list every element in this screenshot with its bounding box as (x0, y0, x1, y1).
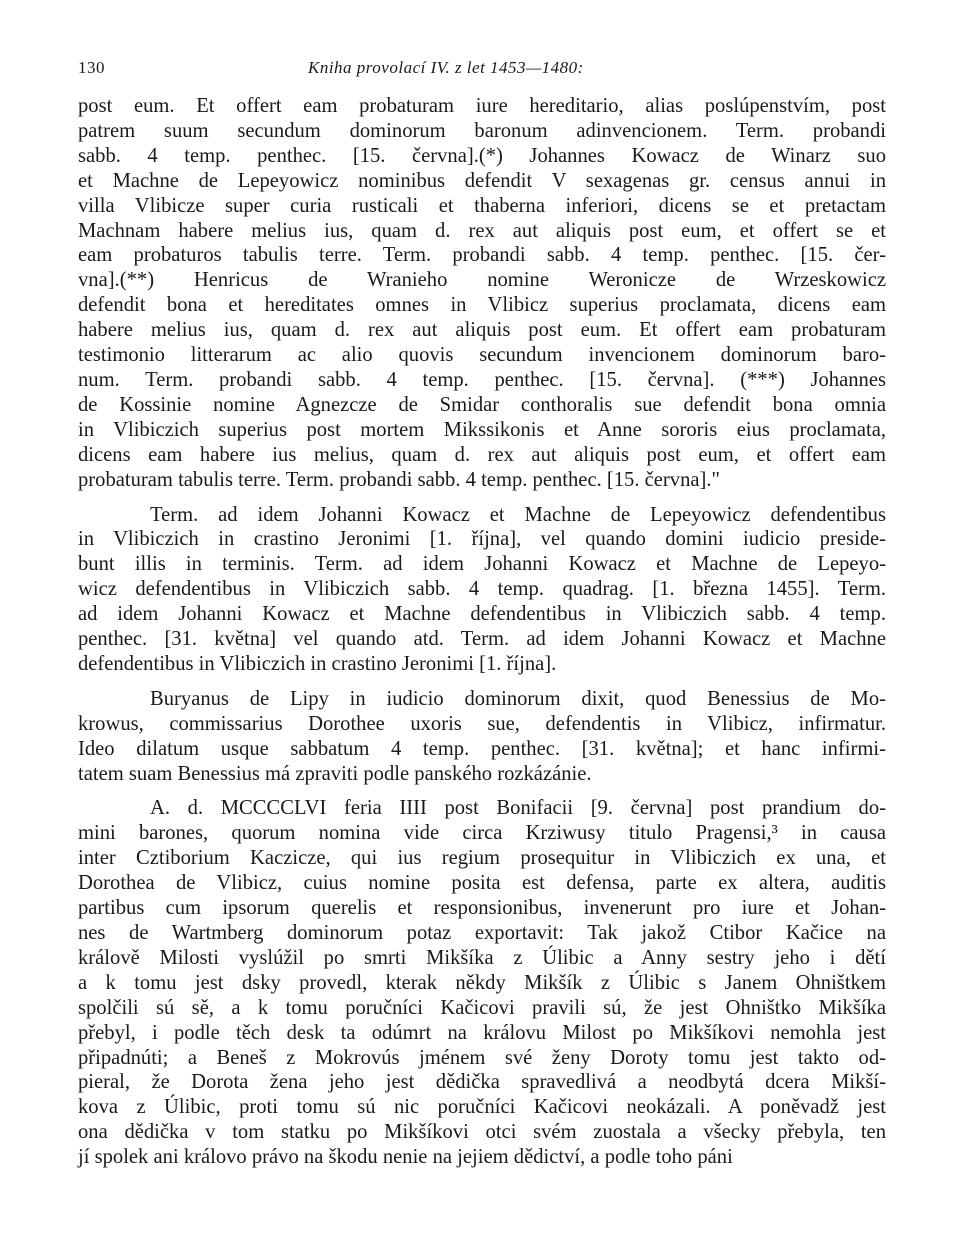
text-line: jí spolek ani královo právo na škodu nenie na jejiem dědictví, a podle toho páni (78, 1146, 733, 1169)
text-line: defendentibus in Vlibiczich in crastino Jeronimi [1. října]. (78, 652, 557, 675)
text-line: post eum. Et offert eam probaturam iure hereditario, alias poslúpenstvím, post (78, 95, 886, 117)
text-line: kova z Úlibic, proti tomu sú nic poručníci Kačicovi neokázali. A poněvadž jest (78, 1096, 886, 1119)
text-line: Ideo dilatum usque sabbatum 4 temp. penthec. [31. května]; et hanc infirmi- (78, 737, 886, 760)
text-line: wicz defendentibus in Vlibiczich sabb. 4 temp. quadrag. [1. března 1455]. Term. (78, 578, 886, 601)
text-line: Dorothea de Vlibicz, cuius nomine posita est defensa, parte ex altera, auditis (78, 872, 886, 895)
text-line: Term. ad idem Johanni Kowacz et Machne de Lepeyowicz defendentibus (150, 503, 886, 526)
text-line: A. d. MCCCCLVI feria IIII post Bonifacii [9. června] post prandium do- (150, 797, 886, 820)
text-line: krowus, commissarius Dorothee uxoris sue, defendentis in Vlibicz, infirmatur. (78, 712, 886, 735)
paragraph (78, 687, 886, 787)
text-line: spolčili sú sě, a k tomu poručníci Kačicovi pravili sú, že jest Ohništko Mikšíka (78, 996, 886, 1019)
paragraph-gap (78, 677, 886, 687)
paragraph (78, 796, 886, 1170)
paragraph (78, 94, 886, 493)
page-number: 130 (78, 58, 105, 77)
text-line: et Machne de Lepeyowicz nominibus defendit V sexagenas gr. census annui in (78, 169, 886, 192)
text-line: defendit bona et hereditates omnes in Vlibicz superius proclamata, dicens eam (78, 294, 886, 317)
text-line: probaturam tabulis terre. Term. probandi sabb. 4 temp. penthec. [15. června]." (78, 468, 720, 491)
text-line: pieral, že Dorota žena jeho jest dědička spravedlivá a neodbytá dcera Mikší- (78, 1071, 886, 1094)
text-line: Buryanus de Lipy in iudicio dominorum dixit, quod Benessius de Mo- (150, 687, 886, 710)
text-line: partibus cum ipsorum querelis et responsionibus, invenerunt pro iure et Johan- (78, 897, 886, 920)
text-line: bunt illis in terminis. Term. ad idem Johanni Kowacz et Machne de Lepeyo- (78, 553, 886, 576)
text-line: in Vlibiczich in crastino Jeronimi [1. října], vel quando domini iudicio preside- (78, 528, 886, 551)
text-line: villa Vlibicze super curia rusticali et thaberna inferiori, dicens se et pretactam (78, 194, 886, 217)
text-line: habere melius ius, quam d. rex aut aliquis post eum. Et offert eam probaturam (78, 319, 886, 342)
text-line: ona dědička v tom statku po Mikšíkovi otci svém zuostala a všecky přebyla, ten (78, 1121, 886, 1144)
text-line: penthec. [31. května] vel quando atd. Term. ad idem Johanni Kowacz et Machne (78, 628, 886, 651)
text-line: ad idem Johanni Kowacz et Machne defendentibus in Vlibiczich sabb. 4 temp. (78, 603, 886, 626)
text-line: tatem suam Benessius má zpraviti podle panského rozkázánie. (78, 762, 592, 785)
page-header (78, 58, 886, 94)
paragraph (78, 503, 886, 677)
text-line: Machnam habere melius ius, quam d. rex aut aliquis post eum, et offert se et (78, 219, 886, 242)
paragraph-gap (78, 786, 886, 796)
text-line: vna].(**) Henricus de Wranieho nomine Weronicze de Wrzeskowicz (78, 269, 886, 292)
text-line: dicens eam habere ius melius, quam d. rex aut aliquis post eum, et offert eam (78, 443, 886, 466)
body-text (78, 94, 886, 1170)
text-line: nes de Wartmberg dominorum potaz exportavit: Tak jakož Ctibor Kačice na (78, 922, 886, 944)
text-line: de Kossinie nomine Agnezcze de Smidar conthoralis sue defendit bona omnia (78, 393, 886, 416)
book-page (78, 58, 886, 1170)
text-line: sabb. 4 temp. penthec. [15. června].(*) Johannes Kowacz de Winarz suo (78, 144, 886, 167)
text-line: inter Cztiborium Kaczicze, qui ius regium prosequitur in Vlibiczich ex una, et (78, 847, 886, 870)
text-line: přebyl, i podle těch desk ta odúmrt na královu Milost po Mikšíkovi nemohla jest (78, 1021, 886, 1044)
text-line: mini barones, quorum nomina vide circa Krziwusy titulo Pragensi,³ in causa (78, 822, 886, 845)
text-line: eam probaturos tabulis terre. Term. probandi sabb. 4 temp. penthec. [15. čer- (78, 244, 886, 267)
text-line: patrem suum secundum dominorum baronum adinvencionem. Term. probandi (78, 119, 886, 142)
text-line: připadnúti; a Beneš z Mokrovús jménem své ženy Doroty tomu jest takto od- (78, 1046, 886, 1069)
paragraph-gap (78, 493, 886, 503)
text-line: testimonio litterarum ac alio quovis secundum invencionem dominorum baro- (78, 344, 886, 367)
text-line: a k tomu jest dsky provedl, kterak někdy Mikšík z Úlibic s Janem Ohništkem (78, 971, 886, 994)
text-line: králově Milosti vyslúžil po smrti Mikšíka z Úlibic a Anny sestry jeho i dětí (78, 946, 886, 969)
text-line: num. Term. probandi sabb. 4 temp. penthec. [15. června]. (***) Johannes (78, 368, 886, 391)
running-title: Kniha provolací IV. z let 1453—1480: (308, 58, 584, 77)
text-line: in Vlibiczich superius post mortem Mikssikonis et Anne sororis eius proclamata, (78, 418, 886, 441)
